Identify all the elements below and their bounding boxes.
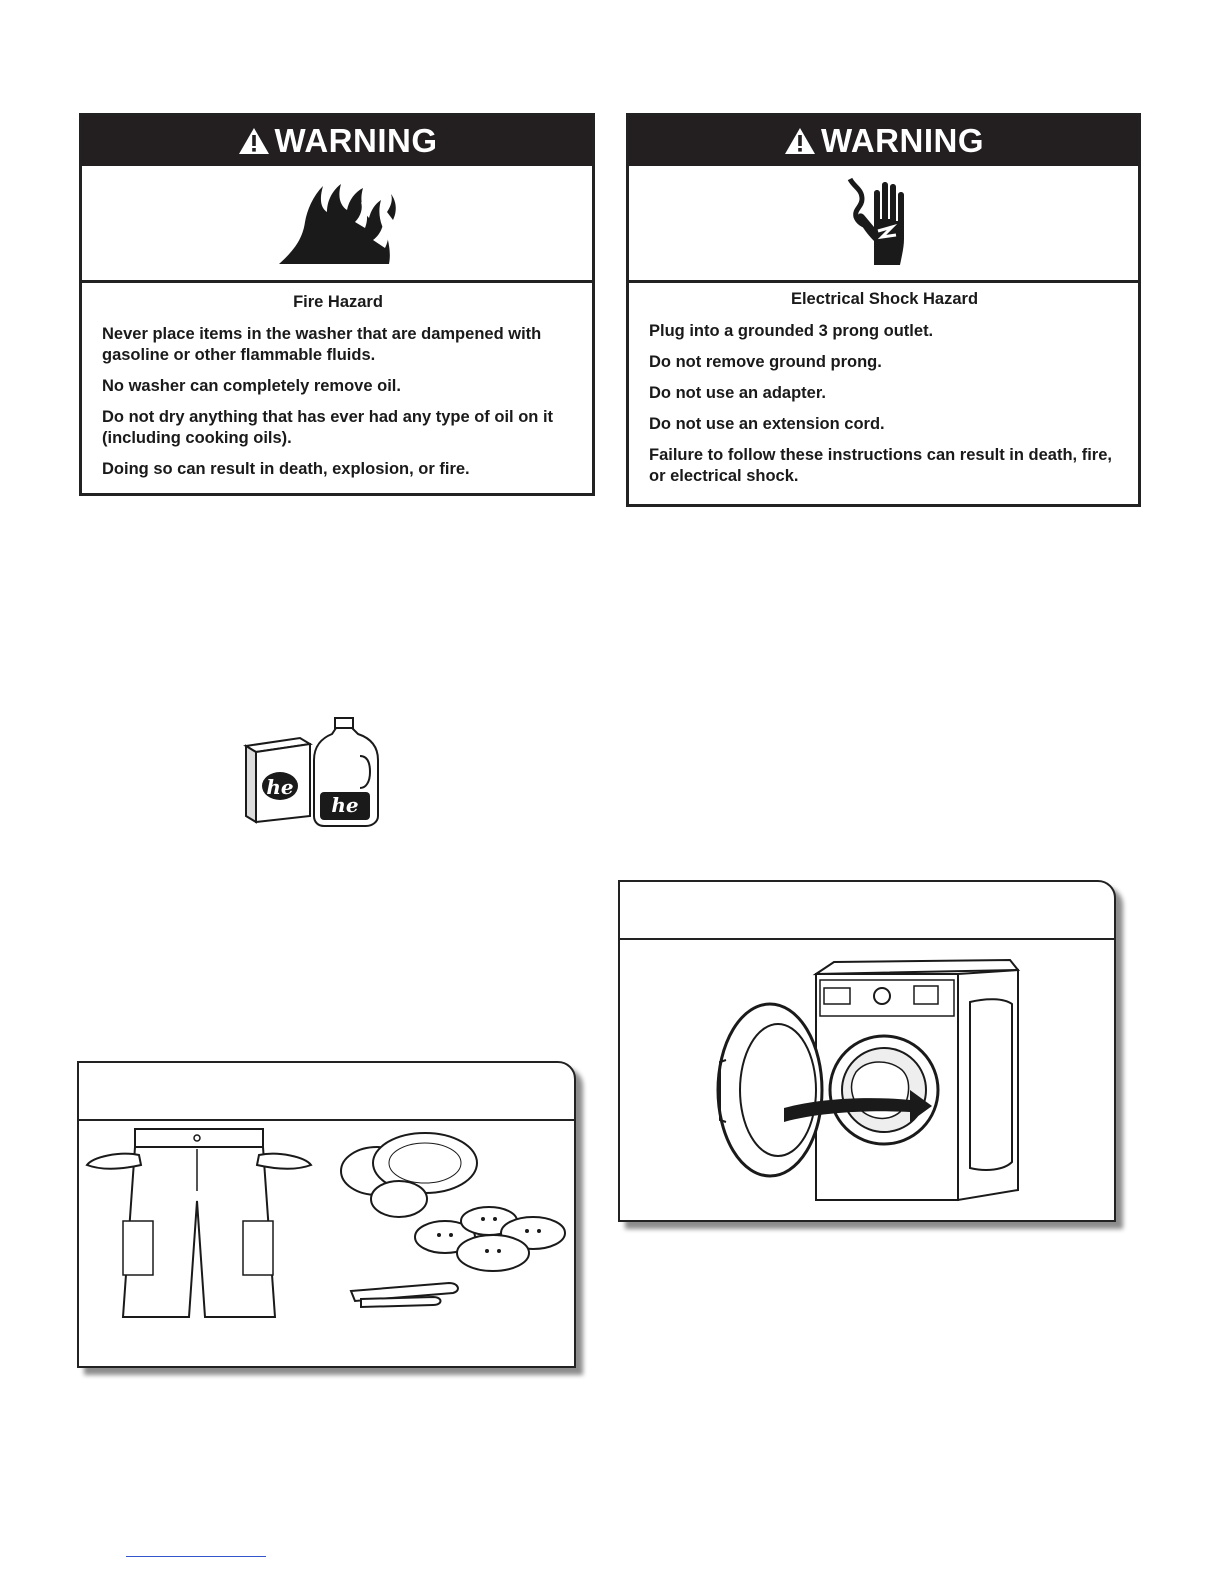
warning-triangle-icon xyxy=(783,126,817,156)
fire-warning-line: Doing so can result in death, explosion, or fire. xyxy=(102,460,470,478)
empty-pockets-pants-icon xyxy=(87,1129,311,1317)
warning-triangle-icon xyxy=(237,126,271,156)
washer-panel-body xyxy=(620,940,1114,1220)
shock-warning-line: Do not remove ground prong. xyxy=(649,353,882,371)
shock-warning-header xyxy=(629,116,1138,166)
pockets-panel-header xyxy=(79,1063,574,1121)
shock-warning-line: Failure to follow these instructions can result in death, fire, or electrical shock. xyxy=(649,446,1112,485)
he-box-logo: he xyxy=(266,775,294,799)
fire-icon-area xyxy=(82,166,592,283)
fire-hazard-title: Fire Hazard xyxy=(293,293,383,311)
shock-hazard-title: Electrical Shock Hazard xyxy=(790,290,979,308)
fire-hazard-icon xyxy=(277,178,397,268)
washer-loading-panel xyxy=(618,880,1116,1222)
shock-warning-line: Do not use an adapter. xyxy=(649,384,826,402)
empty-pockets-panel xyxy=(77,1061,576,1368)
fire-warning-header-label: WARNING xyxy=(274,122,438,159)
fire-warning-box xyxy=(79,113,595,496)
front-load-washer-icon xyxy=(620,940,1114,1220)
fire-warning-line: Never place items in the washer that are dampened with gasoline or other flammable fluids. xyxy=(102,325,542,364)
fire-warning-body xyxy=(82,283,592,494)
shock-warning-line: Do not use an extension cord. xyxy=(649,415,885,433)
fire-warning-header xyxy=(82,116,592,166)
buttons-icon xyxy=(415,1207,565,1271)
shock-warning-header-label: WARNING xyxy=(821,122,984,159)
pockets-panel-body xyxy=(79,1121,574,1366)
washer-panel-header xyxy=(620,882,1114,940)
he-bottle-logo: he xyxy=(331,793,359,817)
coins-icon xyxy=(341,1133,477,1217)
fire-warning-line: Do not dry anything that has ever had any type of oil on it (including cooking oils). xyxy=(102,408,554,447)
shock-warning-line: Plug into a grounded 3 prong outlet. xyxy=(649,322,934,340)
safety-pins-icon xyxy=(351,1283,458,1307)
fire-warning-line: No washer can completely remove oil. xyxy=(102,377,401,395)
electrical-shock-hand-icon xyxy=(844,175,924,271)
shock-warning-box xyxy=(626,113,1141,507)
footer-underline xyxy=(126,1556,266,1557)
he-detergent-icon xyxy=(240,716,382,833)
shock-warning-body xyxy=(629,283,1138,501)
shock-icon-area xyxy=(629,166,1138,283)
